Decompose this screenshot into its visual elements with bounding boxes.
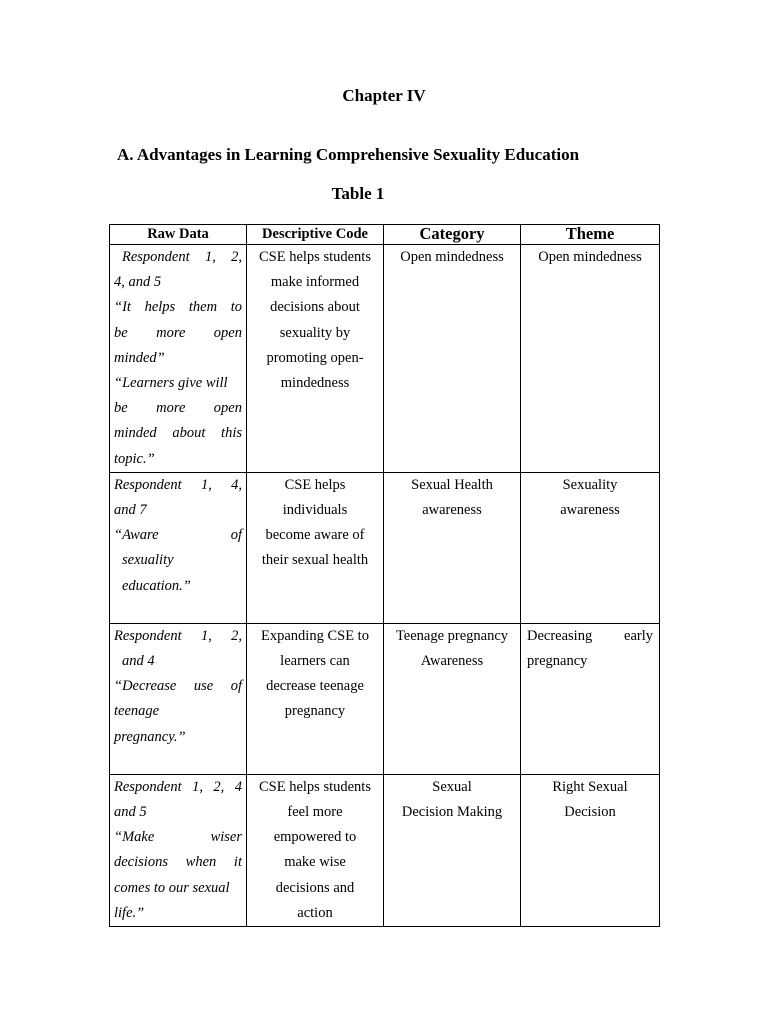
raw-data-cell (110, 623, 247, 774)
cell-line: pregnancy.” (114, 728, 186, 745)
cell-line: become aware of (265, 527, 365, 544)
theme-cell (521, 774, 660, 926)
header-theme: Theme (521, 225, 660, 245)
cell-line: Teenage pregnancy (395, 627, 509, 644)
cell-line: Respondent 1, 2, (114, 627, 242, 644)
header-raw-data: Raw Data (110, 225, 247, 245)
header-descriptive-code: Descriptive Code (247, 225, 384, 245)
cell-line: and 5 (114, 804, 147, 821)
category-cell (384, 245, 521, 473)
cell-line: “Aware of (114, 527, 242, 544)
table-header-row (110, 225, 660, 245)
cell-line: Decreasing early (527, 627, 653, 644)
cell-line: Open mindedness (400, 249, 504, 265)
cell-line: Decision (564, 804, 616, 821)
cell-line: promoting open- (266, 349, 364, 366)
cell-line: decisions when it (114, 854, 242, 871)
cell-line: individuals (282, 502, 348, 519)
cell-line: empowered to (273, 829, 357, 846)
cell-line: “It helps them to (114, 299, 242, 316)
cell-line: decisions about (270, 299, 360, 316)
cell-line: awareness (560, 502, 620, 519)
cell-line: action (297, 904, 333, 921)
header-category: Category (384, 225, 521, 245)
cell-line: Respondent 1, 2, (122, 249, 242, 265)
cell-line: Right Sexual (552, 778, 628, 795)
cell-line: CSE helps (284, 476, 346, 493)
cell-line: teenage (114, 703, 160, 720)
cell-line: sexuality by (279, 324, 351, 341)
cell-line: their sexual health (261, 552, 369, 569)
cell-line: be more open (114, 324, 242, 341)
table-row (110, 774, 660, 926)
cell-line: CSE helps students (259, 249, 371, 265)
cell-line: mindedness (280, 375, 350, 392)
table-row (110, 623, 660, 774)
cell-line: sexuality (122, 552, 174, 569)
theme-cell (521, 623, 660, 774)
cell-line: pregnancy (284, 703, 346, 720)
theme-cell (521, 245, 660, 473)
cell-line: make wise (284, 854, 346, 871)
descriptive-code-cell (247, 774, 384, 926)
cell-line: and 4 (122, 653, 155, 670)
cell-line: Sexuality (562, 476, 618, 493)
cell-line: pregnancy (527, 653, 588, 670)
cell-line: feel more (287, 804, 343, 821)
cell-line: life.” (114, 904, 145, 921)
cell-line: Awareness (420, 653, 484, 670)
raw-data-cell (110, 774, 247, 926)
cell-line: comes to our sexual (114, 879, 230, 896)
theme-cell (521, 472, 660, 623)
descriptive-code-cell (247, 245, 384, 473)
descriptive-code-cell (247, 472, 384, 623)
table-title: Table 1 (331, 184, 385, 203)
cell-line: Decision Making (401, 804, 503, 821)
cell-line: “Make wiser (114, 829, 242, 846)
cell-line: Respondent 1, 2, 4 (114, 778, 242, 795)
cell-line: Expanding CSE to (261, 627, 369, 644)
category-cell (384, 472, 521, 623)
cell-line: be more open (114, 400, 242, 417)
cell-line: minded” (114, 349, 165, 366)
cell-line: make informed (270, 274, 360, 291)
cell-line: “Learners give will (114, 375, 228, 392)
table-row (110, 245, 660, 473)
data-table (109, 224, 660, 927)
cell-line: Open mindedness (538, 249, 642, 265)
cell-line: awareness (422, 502, 482, 519)
cell-line: topic.” (114, 450, 155, 467)
raw-data-cell (110, 472, 247, 623)
cell-line: education.” (122, 577, 191, 594)
cell-line: learners can (280, 653, 350, 670)
category-cell (384, 774, 521, 926)
descriptive-code-cell (247, 623, 384, 774)
cell-line: minded about this (114, 425, 242, 442)
cell-line: Respondent 1, 4, (114, 476, 242, 493)
chapter-title: Chapter IV (342, 86, 426, 105)
cell-line: 4, and 5 (114, 274, 162, 291)
cell-line: and 7 (114, 502, 147, 519)
cell-line: CSE helps students (259, 778, 371, 795)
cell-line: decrease teenage (266, 678, 364, 695)
cell-line: “Decrease use of (114, 678, 242, 695)
cell-line: Sexual Health (411, 476, 493, 493)
table-row (110, 472, 660, 623)
section-heading: A. Advantages in Learning Comprehensive Sexuality Education (117, 145, 580, 164)
cell-line: decisions and (275, 879, 355, 896)
category-cell (384, 623, 521, 774)
cell-line: Sexual (432, 778, 472, 795)
raw-data-cell (110, 245, 247, 473)
